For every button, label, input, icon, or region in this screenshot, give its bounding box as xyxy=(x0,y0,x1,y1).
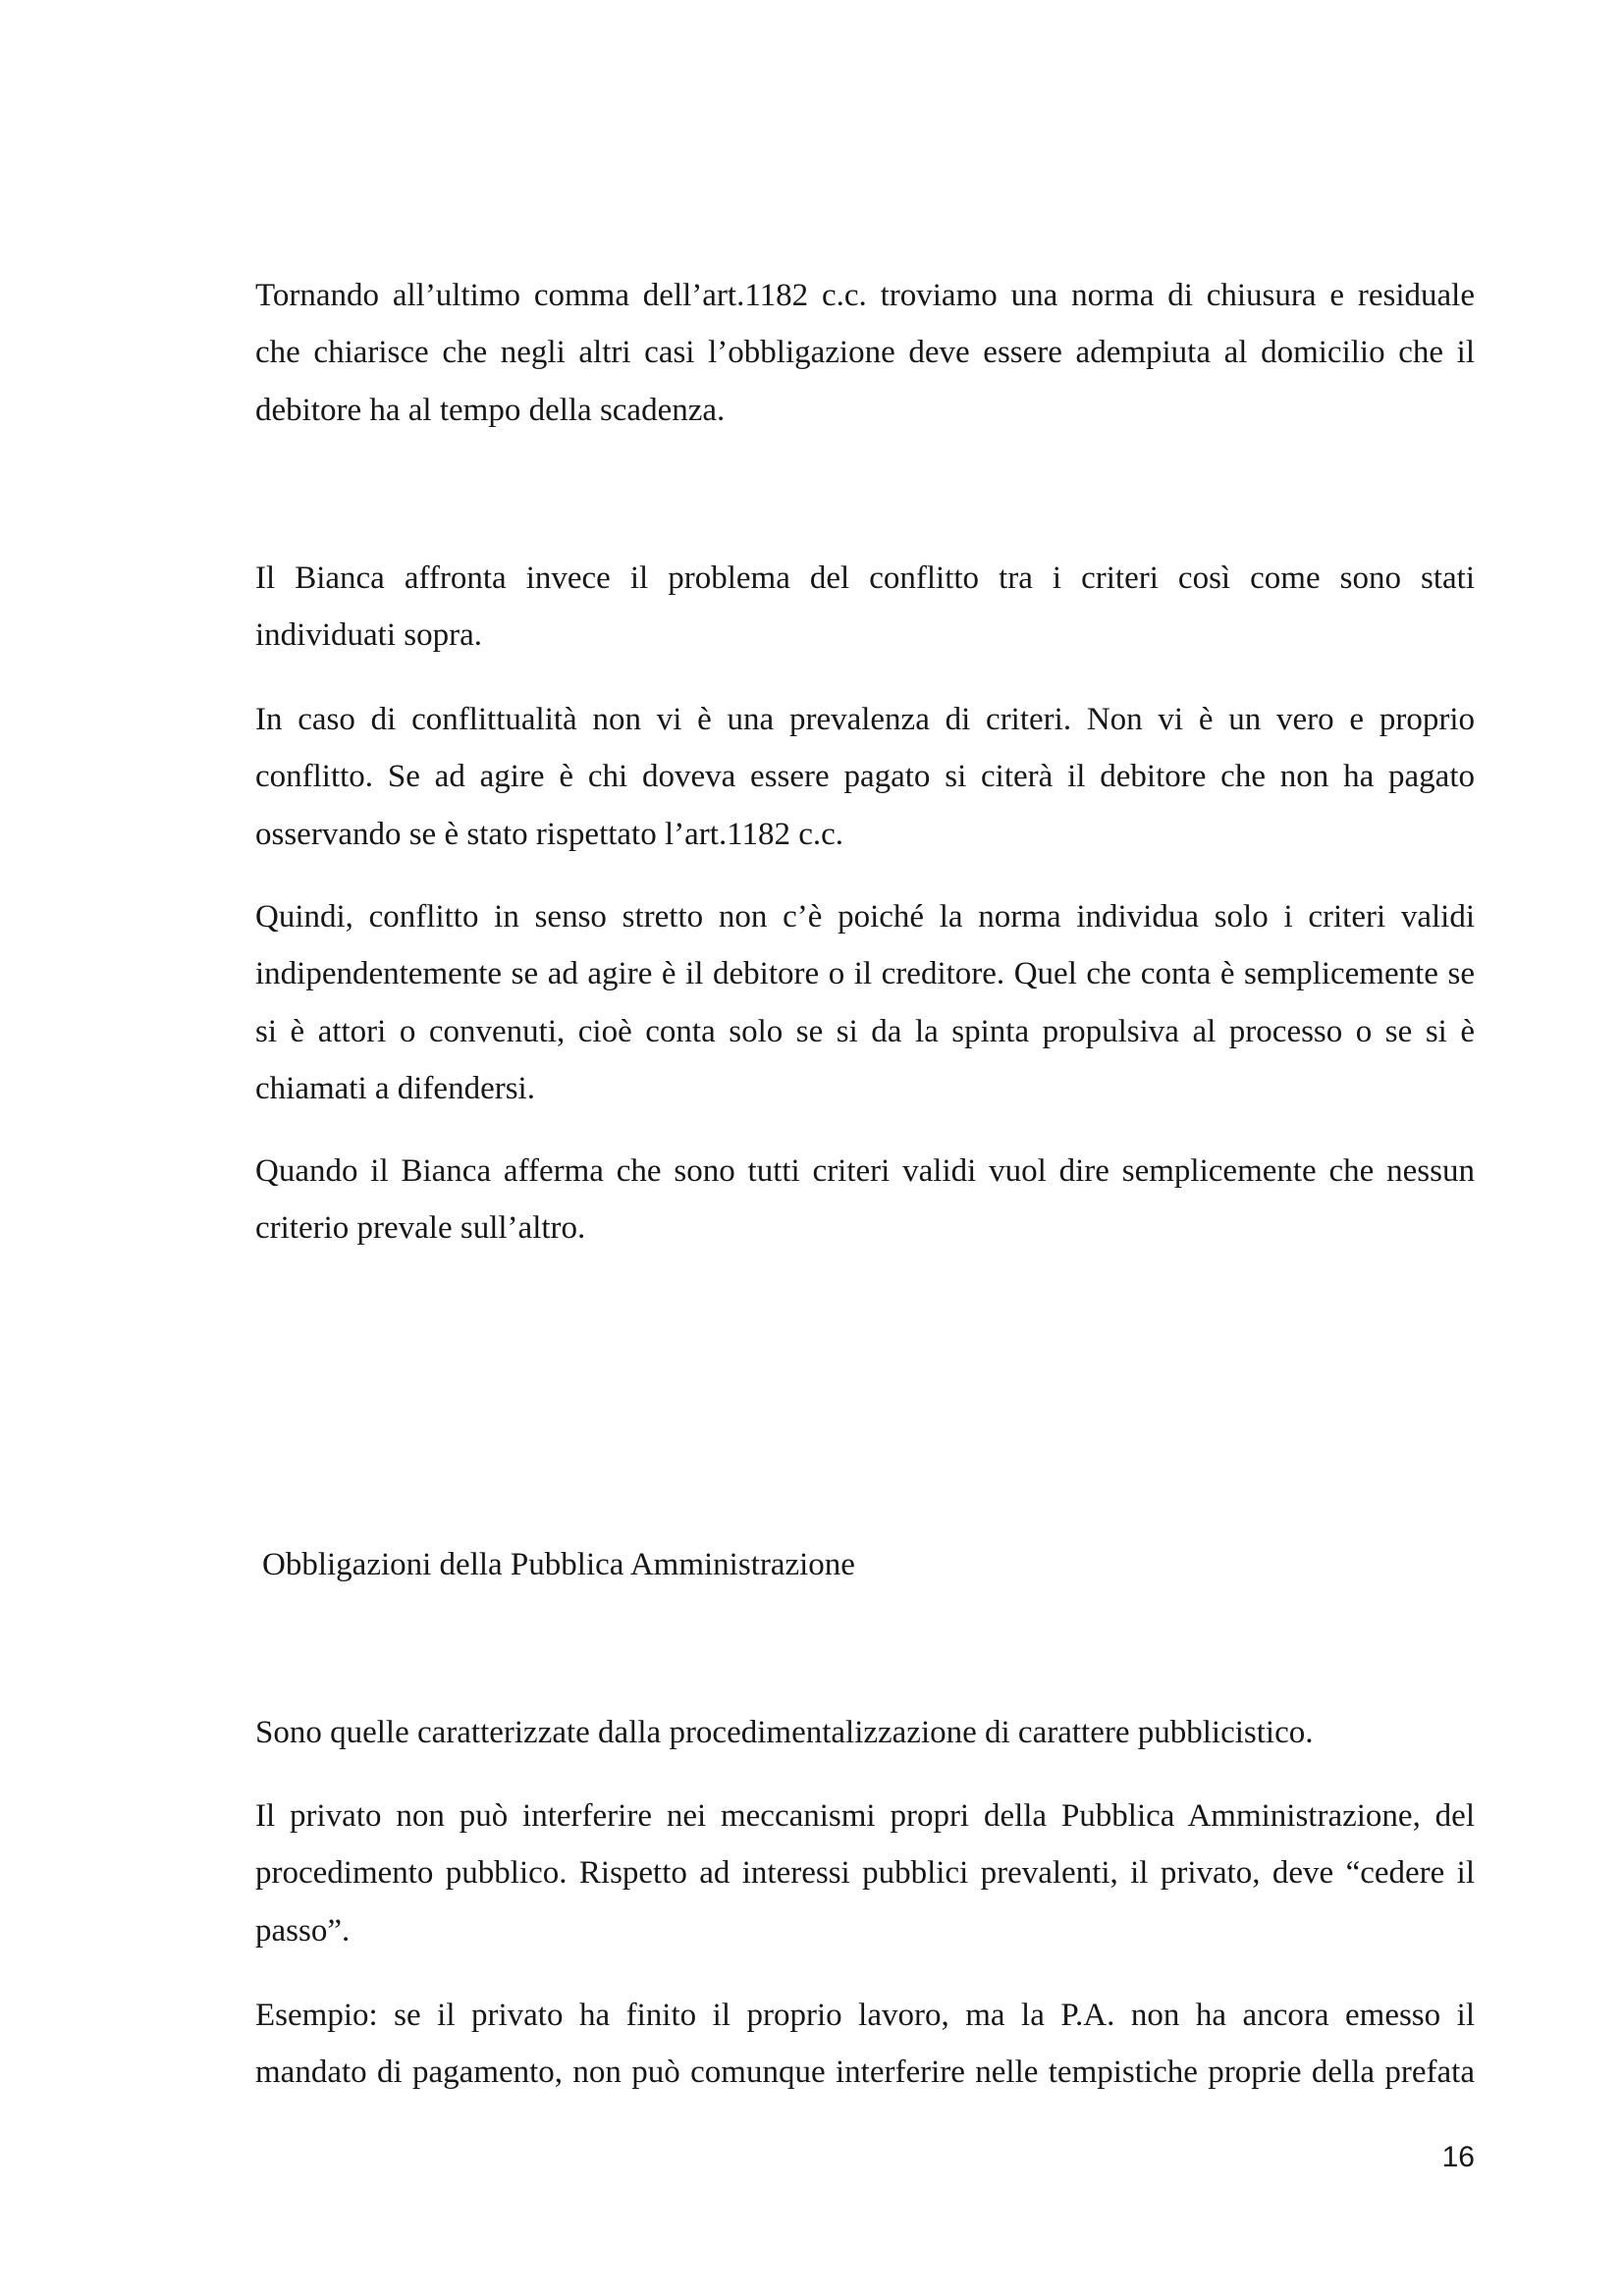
paragraph xyxy=(255,550,1475,665)
text-line: passo”. xyxy=(255,1912,351,1949)
paragraph xyxy=(255,267,1475,439)
paragraph xyxy=(255,888,1475,1118)
text-line: criterio prevale sull’altro. xyxy=(255,1210,586,1247)
text-line: osservando se è stato rispettato l’art.1182 c.c. xyxy=(255,816,844,852)
paragraph xyxy=(255,1704,1475,1761)
section-heading: Obbligazioni della Pubblica Amministrazione xyxy=(262,1547,855,1582)
paragraph xyxy=(255,691,1475,863)
text-line: Tornando all’ultimo comma dell’art.1182 c.c. troviamo una norma di chiusura e residuale xyxy=(255,278,1475,313)
paragraph xyxy=(255,1987,1475,2102)
text-line: Sono quelle caratterizzate dalla procedimentalizzazione di carattere pubblicistico. xyxy=(255,1715,1314,1750)
text-line: mandato di pagamento, non può comunque interferire nelle tempistiche proprie della prefata xyxy=(255,2055,1475,2091)
text-line: conflitto. Se ad agire è chi doveva essere pagato si citerà il debitore che non ha pagato xyxy=(255,759,1475,795)
text-line: che chiarisce che negli altri casi l’obbligazione deve essere adempiuta al domicilio che il xyxy=(255,335,1475,371)
text-line: Quindi, conflitto in senso stretto non c’è poiché la norma individua solo i criteri validi xyxy=(255,899,1475,934)
text-line: Il privato non può interferire nei meccanismi propri della Pubblica Amministrazione, del xyxy=(255,1798,1475,1834)
text-line: debitore ha al tempo della scadenza. xyxy=(255,392,726,428)
text-line: procedimento pubblico. Rispetto ad interessi pubblici prevalenti, il privato, deve “cedere il xyxy=(255,1855,1475,1892)
text-line: si è attori o convenuti, cioè conta solo se si da la spinta propulsiva al processo o se si è xyxy=(255,1013,1475,1049)
page-number: 16 xyxy=(1441,2141,1475,2173)
text-line: chiamati a difendersi. xyxy=(255,1071,535,1107)
text-line: Quando il Bianca afferma che sono tutti criteri validi vuol dire semplicemente che nessun xyxy=(255,1153,1475,1189)
text-line: Esempio: se il privato ha finito il proprio lavoro, ma la P.A. non ha ancora emesso il xyxy=(255,1998,1475,2033)
text-line: Il Bianca affronta invece il problema del conflitto tra i criteri così come sono stati xyxy=(255,561,1475,596)
paragraph xyxy=(255,1788,1475,1959)
paragraph xyxy=(255,1143,1475,1257)
text-line: In caso di conflittualità non vi è una prevalenza di criteri. Non vi è un vero e proprio xyxy=(255,702,1475,737)
text-line: individuati sopra. xyxy=(255,617,482,654)
text-line: indipendentemente se ad agire è il debitore o il creditore. Quel che conta è semplicemente se xyxy=(255,956,1475,992)
